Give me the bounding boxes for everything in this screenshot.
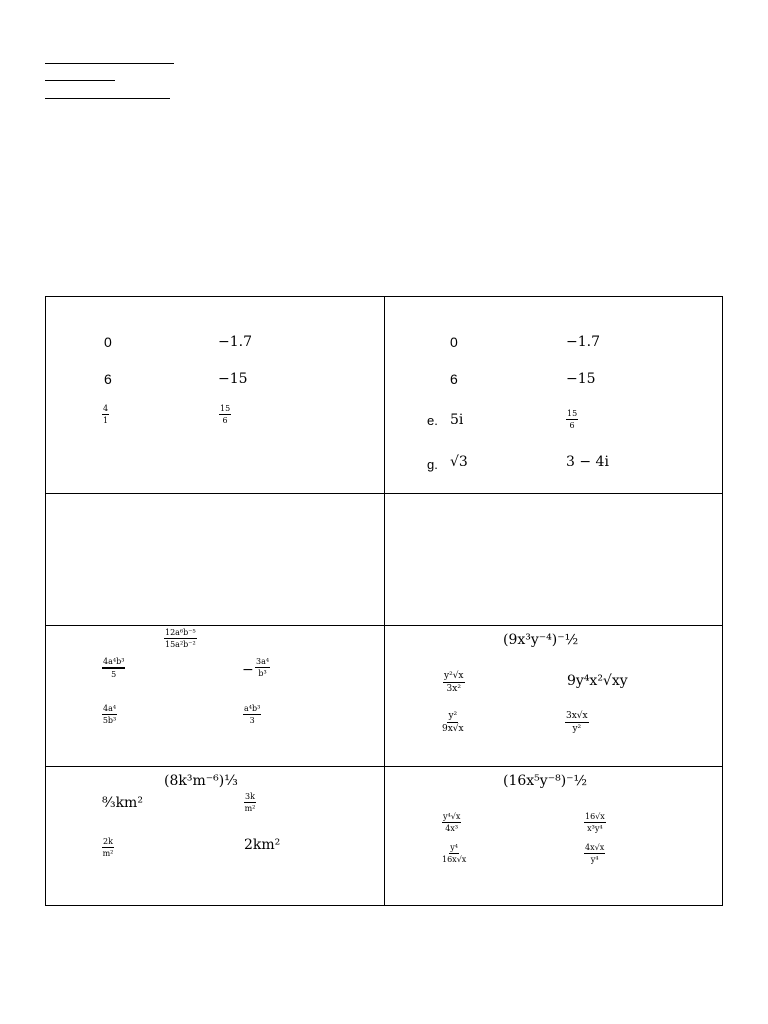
box2-choice-h: 3 − 4i [566, 454, 609, 470]
box1-choice-a: 0 [104, 334, 112, 350]
box7-choice-c [102, 837, 114, 858]
box7-choice-b-numerator: 3k [244, 792, 256, 803]
box6-problem-expression: (9x³y⁻⁴)⁻½ [503, 632, 579, 648]
date-blank-line [45, 80, 115, 81]
grid-divider-row3 [46, 766, 722, 767]
box8-choice-a-numerator: y⁴√x [442, 812, 461, 823]
box5-choice-b-numerator: 3a⁴ [255, 657, 270, 668]
box7-choice-c-denominator: m² [102, 849, 114, 859]
grid-divider-row1 [46, 493, 722, 494]
box6-choice-d [565, 711, 589, 735]
box5-choice-c-numerator: 4a⁴ [102, 704, 117, 715]
box2-choice-a: 0 [450, 334, 458, 350]
box2-label-e: e. [427, 413, 438, 428]
box5-choice-c-denominator: 5b³ [102, 716, 117, 726]
box7-problem-expression: (8k³m⁻⁶)⅓ [164, 773, 238, 789]
grid-divider-vertical [384, 297, 385, 905]
period-blank-line [45, 98, 170, 99]
box5-choice-d [243, 704, 261, 725]
box5-choice-b [255, 657, 270, 678]
box8-choice-d [584, 843, 605, 864]
box1-choice-e-numerator: 4 [102, 404, 109, 415]
box5-choice-c [102, 704, 117, 725]
box1-choice-c: 6 [104, 371, 112, 387]
box1-choice-e [102, 404, 109, 425]
box5-choice-b-denominator: b³ [258, 669, 267, 679]
box2-choice-e: 5i [450, 412, 464, 428]
box5-problem-expression [164, 628, 197, 649]
box6-choice-a-numerator: y²√x [443, 671, 465, 683]
box2-choice-d: −15 [566, 371, 596, 387]
box6-choice-c-numerator: y² [447, 711, 458, 723]
box2-label-g: g. [427, 457, 438, 472]
box8-choice-a-denominator: 4x³ [445, 824, 459, 834]
box2-choice-c: 6 [450, 371, 458, 387]
box1-choice-e-denominator: 1 [103, 416, 109, 426]
box6-choice-c-denominator: 9x√x [442, 724, 464, 735]
box2-choice-f [566, 409, 578, 430]
box7-choice-a: ⁸⁄₃km² [102, 795, 143, 811]
grid-divider-row2 [46, 625, 722, 626]
name-blank-line [45, 63, 174, 64]
box6-choice-a-denominator: 3x² [446, 684, 461, 695]
box8-choice-c-denominator: 16x√x [442, 855, 467, 865]
box8-choice-c-numerator: y⁴ [449, 843, 459, 854]
box6-choice-c [442, 711, 464, 735]
box8-choice-d-numerator: 4x√x [584, 843, 605, 854]
box8-problem-expression: (16x⁵y⁻⁸)⁻½ [503, 773, 588, 789]
box8-choice-d-denominator: y⁴ [590, 855, 599, 865]
box1-choice-f-denominator: 6 [222, 416, 228, 426]
box5-problem-denominator: 15a²b⁻² [165, 640, 196, 650]
box1-choice-f [219, 404, 231, 425]
box8-choice-b-numerator: 16√x [584, 812, 606, 823]
box8-choice-c [442, 843, 466, 864]
box5-choice-d-denominator: 3 [249, 716, 255, 726]
box5-choice-d-numerator: a⁴b³ [243, 704, 261, 715]
box5-choice-a-numerator: 4a⁴b³ [102, 657, 125, 669]
box5-choice-a-denominator: 5 [111, 670, 117, 680]
box2-choice-b: −1.7 [566, 334, 600, 350]
box7-choice-b [244, 792, 256, 813]
box5-choice-a [102, 657, 125, 679]
box1-choice-f-numerator: 15 [219, 404, 231, 415]
box2-choice-g: √3 [450, 454, 468, 470]
box6-choice-d-denominator: y² [572, 724, 582, 735]
box7-choice-d: 2km² [244, 837, 281, 853]
box1-choice-d: −15 [218, 371, 248, 387]
box6-choice-a [443, 671, 465, 695]
box6-choice-b: 9y⁴x²√xy [567, 673, 628, 689]
box1-choice-b: −1.7 [218, 334, 252, 350]
box7-choice-c-numerator: 2k [102, 837, 114, 848]
box7-choice-b-denominator: m² [244, 804, 256, 814]
box6-choice-d-numerator: 3x√x [565, 711, 589, 723]
box5-choice-b-sign: − [242, 662, 254, 678]
box8-choice-b [584, 812, 606, 833]
box5-problem-numerator: 12a⁶b⁻⁵ [164, 628, 197, 639]
box2-choice-f-denominator: 6 [569, 421, 575, 431]
problem-grid [45, 296, 723, 906]
box8-choice-b-denominator: x³y⁴ [587, 824, 603, 834]
box2-choice-f-numerator: 15 [566, 409, 578, 420]
box8-choice-a [442, 812, 461, 833]
